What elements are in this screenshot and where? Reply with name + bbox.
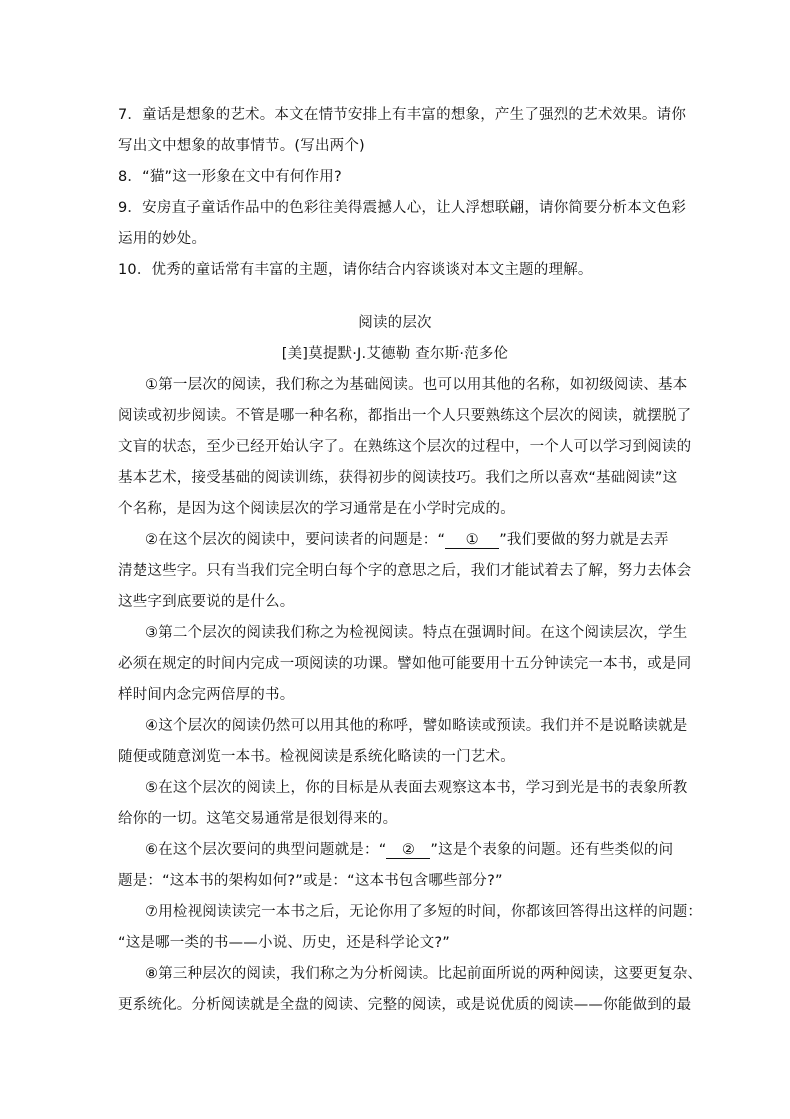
paragraph-3-line: 必须在规定的时间内完成一项阅读的功课。譬如他可能要用十五分钟读完一本书，或是同 xyxy=(118,656,692,672)
question-7-line-2: 写出文中想象的故事情节。(写出两个) xyxy=(118,138,365,154)
paragraph-1-line: 文盲的状态，至少已经开始认字了。在熟练这个层次的过程中，一个人可以学习到阅读的 xyxy=(118,439,692,455)
question-10: 10．优秀的童话常有丰富的主题，请你结合内容谈谈对本文主题的理解。 xyxy=(118,262,593,278)
question-9-line-1: 9．安房直子童话作品中的色彩往美得震撼人心，让人浮想联翩，请你简要分析本文色彩 xyxy=(118,200,687,216)
paragraph-5-line: 给你的一切。这笔交易通常是很划得来的。 xyxy=(118,811,398,827)
paragraph-8-line: 更系统化。分析阅读就是全盘的阅读、完整的阅读，或是说优质的阅读——你能做到的最 xyxy=(118,997,692,1013)
paragraph-6-line: 题是：“这本书的架构如何?”或是：“这本书包含哪些部分?” xyxy=(118,873,503,889)
paragraph-1-line: 阅读或初步阅读。不管是哪一种名称，都指出一个人只要熟练这个层次的阅读，就摆脱了 xyxy=(118,408,692,424)
paragraph-2-text: ②在这个层次的阅读中，要问读者的问题是：“ xyxy=(145,532,446,548)
article-author: [美]莫提默·J.艾德勒 查尔斯·范多伦 xyxy=(281,346,509,362)
paragraph-6-line xyxy=(145,840,705,860)
paragraph-1-line: 个名称，是因为这个阅读层次的学习通常是在小学时完成的。 xyxy=(118,501,515,517)
paragraph-2-line: 清楚这些字。只有当我们完全明白每个字的意思之后，我们才能试着去了解，努力去体会 xyxy=(118,563,692,579)
paragraph-2-line: 这些字到底要说的是什么。 xyxy=(118,594,295,610)
paragraph-4-line: 随便或随意浏览一本书。检视阅读是系统化略读的一门艺术。 xyxy=(118,749,515,765)
paragraph-4-line: ④这个层次的阅读仍然可以用其他的称呼，譬如略读或预读。我们并不是说略读就是 xyxy=(145,718,688,734)
paragraph-1-line: ①第一层次的阅读，我们称之为基础阅读。也可以用其他的名称，如初级阅读、基本 xyxy=(145,377,688,393)
article-title: 阅读的层次 xyxy=(358,315,432,331)
paragraph-7-line: ⑦用检视阅读读完一本书之后，无论你用了多短的时间，你都该回答得出这样的问题： xyxy=(145,904,703,920)
paragraph-3-line: 样时间内念完两倍厚的书。 xyxy=(118,687,295,703)
question-7-line-1: 7．童话是想象的艺术。本文在情节安排上有丰富的想象，产生了强烈的艺术效果。请你 xyxy=(118,107,687,123)
question-8: 8．“猫”这一形象在文中有何作用? xyxy=(118,169,342,185)
paragraph-2-text: ”我们要做的努力就是去弄 xyxy=(499,532,669,548)
question-9-line-2: 运用的妙处。 xyxy=(118,231,207,247)
paragraph-1-line: 基本艺术，接受基础的阅读训练，获得初步的阅读技巧。我们之所以喜欢“基础阅读”这 xyxy=(118,470,678,486)
paragraph-8-line: ⑧第三种层次的阅读，我们称之为分析阅读。比起前面所说的两种阅读，这要更复杂、 xyxy=(145,966,703,982)
paragraph-7-line: “这是哪一类的书——小说、历史，还是科学论文?” xyxy=(118,935,451,951)
blank-2: ② xyxy=(386,842,430,859)
blank-1: ① xyxy=(445,532,499,549)
paragraph-5-line: ⑤在这个层次的阅读上，你的目标是从表面去观察这本书，学习到光是书的表象所教 xyxy=(145,780,688,796)
paragraph-6-text: ”这是个表象的问题。还有些类似的问 xyxy=(430,842,674,858)
paragraph-3-line: ③第二个层次的阅读我们称之为检视阅读。特点在强调时间。在这个阅读层次，学生 xyxy=(145,625,688,641)
paragraph-2-line xyxy=(145,530,705,550)
paragraph-6-text: ⑥在这个层次要问的典型问题就是：“ xyxy=(145,842,387,858)
